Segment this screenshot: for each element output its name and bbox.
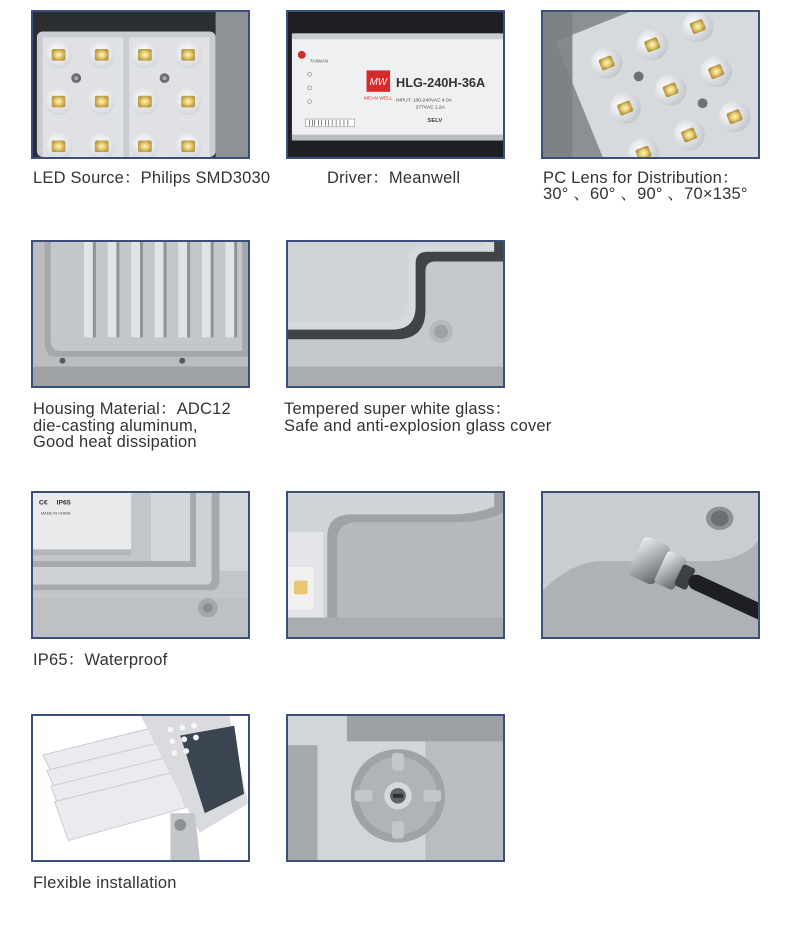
caption-glass-line1: Tempered super white glass：: [284, 400, 512, 418]
svg-text:MW: MW: [369, 77, 388, 88]
svg-text:TAIWAN: TAIWAN: [309, 59, 329, 65]
caption-housing-line2: die-casting aluminum,: [33, 417, 198, 435]
driver-photo: [286, 10, 505, 159]
bracket-photo: [286, 714, 505, 862]
svg-text:HLG-240H-36A: HLG-240H-36A: [395, 75, 486, 90]
caption-housing-line1: Housing Material：ADC12: [33, 400, 231, 418]
housing-photo: [31, 240, 250, 388]
caption-led-source: LED Source：Philips SMD3030: [33, 169, 271, 187]
svg-text:C€: C€: [38, 499, 48, 507]
svg-text:MEAN WELL: MEAN WELL: [363, 96, 393, 102]
caption-glass-line2: Safe and anti-explosion glass cover: [284, 417, 552, 435]
ip65-housing-photo: [31, 491, 250, 639]
svg-text:SELV: SELV: [427, 117, 443, 124]
caption-pc-lens-line2: 30° 、60° 、90° 、70×135°: [543, 185, 748, 203]
caption-driver: Driver：Meanwell: [327, 169, 461, 187]
glass-photo: [286, 240, 505, 388]
svg-text:INPUT: 100-240VAC 4.0A: INPUT: 100-240VAC 4.0A: [395, 98, 452, 104]
led-source-photo: [31, 10, 250, 159]
cable-gland-photo: [541, 491, 760, 639]
svg-text:IP65: IP65: [56, 499, 71, 507]
ip65-seal-photo: [286, 491, 505, 639]
pc-lens-photo: [541, 10, 760, 159]
caption-ip65: IP65：Waterproof: [33, 651, 168, 669]
svg-text:277VAC 1.2A: 277VAC 1.2A: [415, 105, 445, 111]
flexible-installation-photo: [31, 714, 250, 862]
svg-text:MADE IN CHINA: MADE IN CHINA: [40, 510, 71, 516]
caption-flexible: Flexible installation: [33, 874, 177, 892]
caption-housing-line3: Good heat dissipation: [33, 433, 197, 451]
caption-pc-lens-line1: PC Lens for Distribution：: [543, 169, 739, 187]
